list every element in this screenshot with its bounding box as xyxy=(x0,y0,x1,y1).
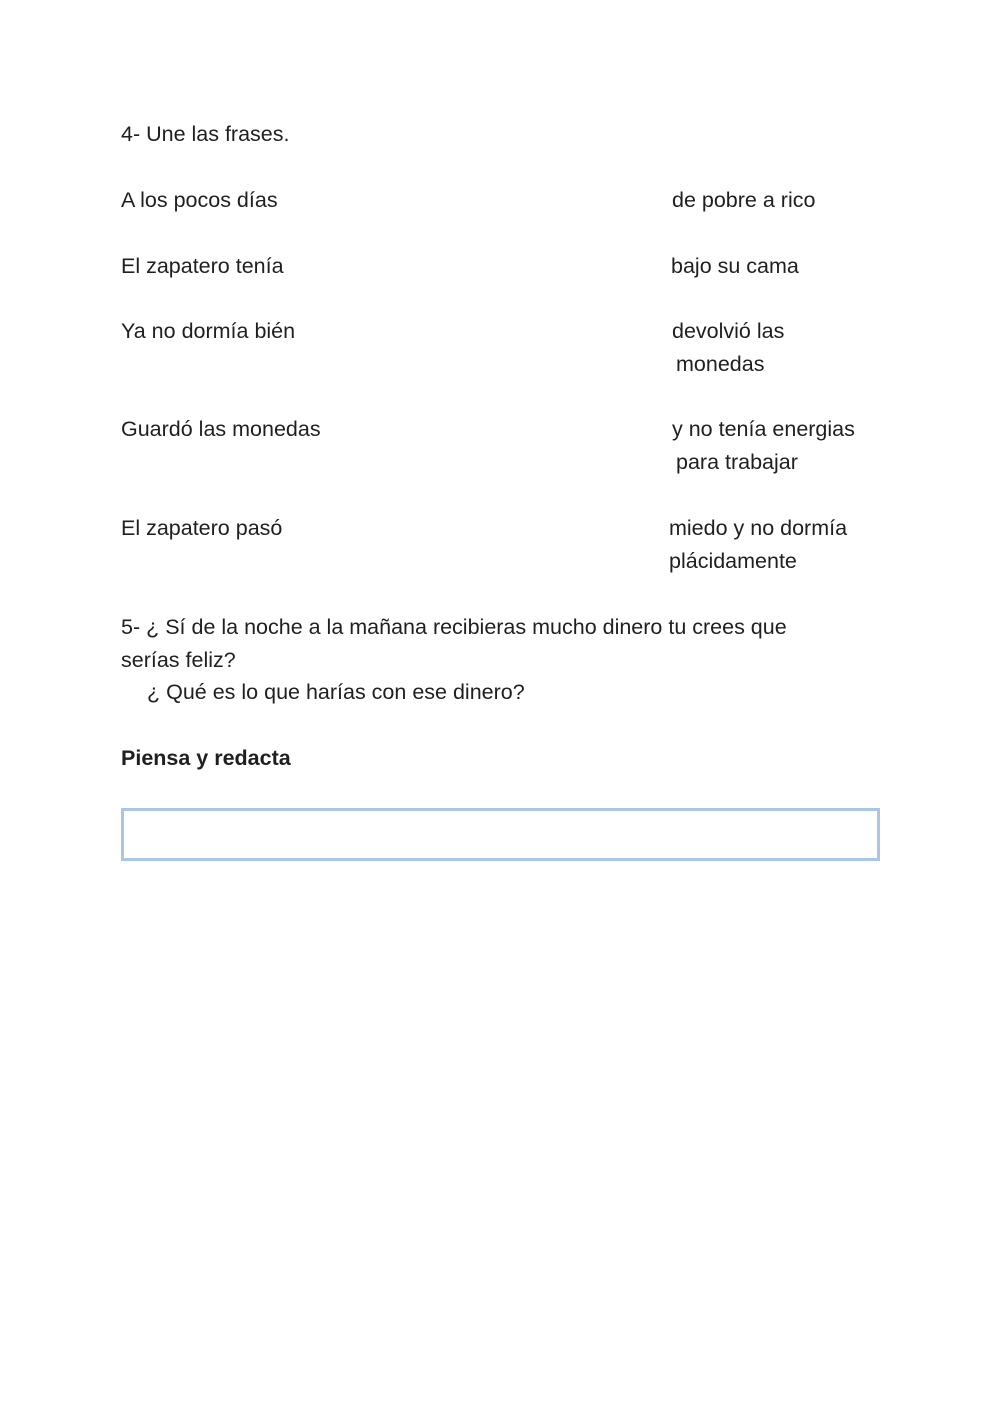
left-phrase-2: El zapatero tenía xyxy=(121,254,284,278)
right-phrase-5-line-1: miedo y no dormía xyxy=(669,516,848,540)
right-phrase-2-line: bajo su cama xyxy=(671,254,799,278)
q5-question xyxy=(121,611,787,709)
right-phrase-3 xyxy=(672,315,784,380)
left-phrase-4: Guardó las monedas xyxy=(121,417,321,441)
q5-line-1: 5- ¿ Sí de la noche a la mañana recibieras mucho dinero tu crees que xyxy=(121,615,787,639)
right-phrase-2 xyxy=(671,250,799,283)
right-phrase-1-line: de pobre a rico xyxy=(672,188,816,212)
right-phrase-4-line-1: y no tenía energias xyxy=(672,417,855,441)
left-phrase-3: Ya no dormía bién xyxy=(121,319,296,343)
right-phrase-5 xyxy=(669,512,847,577)
q5-line-2: serías feliz? xyxy=(121,647,236,672)
right-phrase-1 xyxy=(672,184,815,217)
right-phrase-4-line-2: para trabajar xyxy=(676,449,798,474)
right-phrase-3-line-1: devolvió las xyxy=(672,319,785,343)
left-phrase-5: El zapatero pasó xyxy=(121,516,283,540)
instruction-heading: Piensa y redacta xyxy=(121,746,291,770)
q4-heading: 4- Une las frases. xyxy=(121,122,290,146)
right-phrase-5-line-2: plácidamente xyxy=(669,548,797,573)
right-phrase-3-line-2: monedas xyxy=(676,351,765,376)
q5-line-3: ¿ Qué es lo que harías con ese dinero? xyxy=(147,680,525,704)
left-phrase-1: A los pocos días xyxy=(121,188,278,212)
answer-text-box[interactable] xyxy=(121,808,880,861)
right-phrase-4 xyxy=(672,413,855,478)
